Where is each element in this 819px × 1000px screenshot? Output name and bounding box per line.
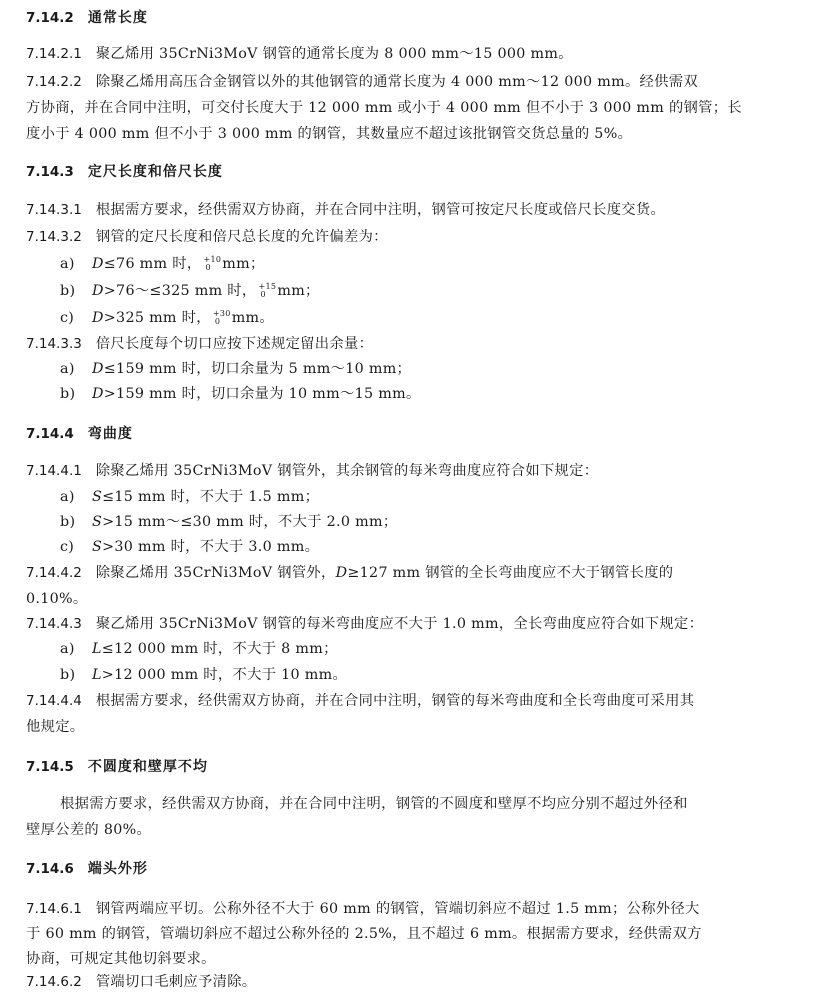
- clause-text: 聚乙烯用 35CrNi3MoV 钢管的每米弯曲度应不大于 1.0 mm，全长弯曲度应符合如下规定：: [95, 616, 704, 632]
- clause-text: 管端切口毛刺应予清除。: [95, 974, 257, 990]
- section-number: 7.14.3: [26, 164, 74, 180]
- condition-text: >76～≤325 mm 时，: [103, 283, 257, 299]
- clause-text-line: 度小于 4 000 mm 但不小于 3 000 mm 的钢管，其数量应不超过该批钢管交货总量的 5%。: [26, 126, 633, 142]
- clause-number: 7.14.6.1: [26, 901, 82, 917]
- clause-text: 除聚乙烯用高压合金钢管以外的其他钢管的通常长度为 4 000 mm～12 000 mm。经供需双: [95, 74, 698, 90]
- list-item: [60, 384, 793, 404]
- clause-text: 钢管两端应平切。公称外径不大于 60 mm 的钢管，管端切斜应不超过 1.5 mm；公称外径大: [95, 901, 700, 917]
- clause-number: 7.14.3.1: [26, 202, 82, 218]
- clause: [26, 614, 793, 634]
- variable: D: [92, 386, 104, 402]
- variable: S: [92, 489, 103, 505]
- section-title: 定尺长度和倍尺长度: [87, 164, 223, 180]
- list-item: [60, 665, 793, 685]
- section-title: 弯曲度: [87, 426, 133, 442]
- clause-text-line: 协商，可规定其他切斜要求。: [26, 951, 216, 967]
- unit-text: mm；: [217, 256, 265, 272]
- list-item: [60, 487, 793, 507]
- item-text: ≤159 mm 时，切口余量为 5 mm～10 mm；: [103, 361, 412, 377]
- clause-text: 聚乙烯用 35CrNi3MoV 钢管的通常长度为 8 000 mm～15 000 mm。: [95, 46, 573, 62]
- clause-number: 7.14.3.3: [26, 336, 82, 352]
- condition-text: >325 mm 时，: [103, 310, 211, 326]
- paragraph-line: 根据需方要求，经供需双方协商，并在合同中注明，钢管的不圆度和壁厚不均应分别不超过外径和: [60, 796, 688, 812]
- variable: S: [92, 539, 103, 555]
- unit-text: mm。: [226, 310, 274, 326]
- clause: [26, 461, 793, 481]
- clause: [26, 972, 793, 992]
- clause-text: 除聚乙烯用 35CrNi3MoV 钢管外，其余钢管的每米弯曲度应符合如下规定：: [95, 463, 599, 479]
- list-label: b): [60, 667, 76, 683]
- clause-number: 7.14.2.1: [26, 46, 82, 62]
- list-item: [60, 639, 793, 659]
- tolerance-upper: +30: [212, 309, 231, 318]
- clause: [26, 200, 793, 220]
- list-label: b): [60, 386, 76, 402]
- list-label: c): [60, 310, 75, 326]
- list-label: c): [60, 539, 75, 555]
- clause: [26, 227, 793, 247]
- list-label: a): [60, 641, 75, 657]
- variable: S: [92, 514, 103, 530]
- list-item: [60, 537, 793, 557]
- tolerance-lower: 0: [214, 317, 221, 326]
- item-text: >15 mm～≤30 mm 时，不大于 2.0 mm；: [102, 514, 398, 530]
- tolerance-lower: 0: [260, 290, 266, 299]
- section-number: 7.14.5: [26, 759, 74, 775]
- variable: D: [92, 256, 104, 272]
- clause-number: 7.14.2.2: [26, 74, 82, 90]
- clause-text: 钢管的定尺长度和倍尺总长度的允许偏差为：: [95, 229, 388, 245]
- section-number: 7.14.4: [26, 426, 74, 442]
- variable: L: [92, 641, 102, 657]
- clause-text-line: 他规定。: [26, 719, 85, 735]
- section-heading: [26, 757, 793, 777]
- clause: [26, 563, 793, 583]
- item-text: ≤12 000 mm 时，不大于 8 mm；: [101, 641, 338, 657]
- clause-text: 根据需方要求，经供需双方协商，并在合同中注明，钢管的每米弯曲度和全长弯曲度可采用其: [95, 693, 695, 709]
- clause: [26, 72, 793, 92]
- tolerance-lower: 0: [205, 263, 211, 272]
- section-number: 7.14.2: [26, 10, 74, 26]
- clause-text-line: 0.10%。: [26, 591, 88, 607]
- list-item: [60, 308, 793, 328]
- variable: D: [92, 310, 104, 326]
- clause-text: ≥127 mm 钢管的全长弯曲度应不大于钢管长度的: [347, 565, 674, 581]
- clause: [26, 899, 793, 919]
- unit-text: mm；: [272, 283, 320, 299]
- list-item: [60, 512, 793, 532]
- list-label: a): [60, 256, 75, 272]
- tolerance-upper: +10: [203, 255, 222, 264]
- clause-number: 7.14.4.4: [26, 693, 82, 709]
- condition-text: ≤76 mm 时，: [103, 256, 202, 272]
- item-text: >30 mm 时，不大于 3.0 mm。: [102, 539, 320, 555]
- clause: [26, 334, 793, 354]
- tolerance-upper: +15: [258, 282, 277, 291]
- section-title: 端头外形: [87, 861, 148, 877]
- variable: D: [335, 565, 348, 581]
- variable: D: [92, 283, 104, 299]
- clause-text: 除聚乙烯用 35CrNi3MoV 钢管外，: [95, 565, 336, 581]
- section-heading: [26, 8, 793, 28]
- section-title: 通常长度: [87, 10, 148, 26]
- section-heading: [26, 859, 793, 879]
- clause-number: 7.14.6.2: [26, 974, 82, 990]
- list-item: [60, 254, 793, 274]
- clause-number: 7.14.4.1: [26, 463, 82, 479]
- list-label: a): [60, 489, 75, 505]
- clause-text: 根据需方要求，经供需双方协商，并在合同中注明，钢管可按定尺长度或倍尺长度交货。: [95, 202, 666, 218]
- section-heading: [26, 424, 793, 444]
- section-number: 7.14.6: [26, 861, 74, 877]
- clause-number: 7.14.4.2: [26, 565, 82, 581]
- clause-number: 7.14.3.2: [26, 229, 82, 245]
- list-item: [60, 281, 793, 301]
- tolerance: [257, 281, 277, 301]
- variable: L: [92, 667, 102, 683]
- list-item: [60, 359, 793, 379]
- item-text: >159 mm 时，切口余量为 10 mm～15 mm。: [103, 386, 421, 402]
- list-label: a): [60, 361, 75, 377]
- section-heading: [26, 162, 793, 182]
- tolerance: [211, 308, 231, 328]
- section-title: 不圆度和壁厚不均: [87, 759, 208, 775]
- clause: [26, 44, 793, 64]
- clause-text: 倍尺长度每个切口应按下述规定留出余量：: [95, 336, 374, 352]
- item-text: >12 000 mm 时，不大于 10 mm。: [101, 667, 348, 683]
- clause-text-line: 于 60 mm 的钢管，管端切斜应不超过公称外径的 2.5%，且不超过 6 mm。根据需方要求，经供需双方: [26, 926, 702, 942]
- clause-number: 7.14.4.3: [26, 616, 82, 632]
- paragraph-line: 壁厚公差的 80%。: [26, 822, 152, 838]
- list-label: b): [60, 283, 76, 299]
- variable: D: [92, 361, 104, 377]
- tolerance: [201, 254, 222, 274]
- clause: [26, 691, 793, 711]
- item-text: ≤15 mm 时，不大于 1.5 mm；: [102, 489, 320, 505]
- clause-text-line: 方协商，并在合同中注明，可交付长度大于 12 000 mm 或小于 4 000 mm 但不小于 3 000 mm 的钢管；长: [26, 100, 742, 116]
- list-label: b): [60, 514, 76, 530]
